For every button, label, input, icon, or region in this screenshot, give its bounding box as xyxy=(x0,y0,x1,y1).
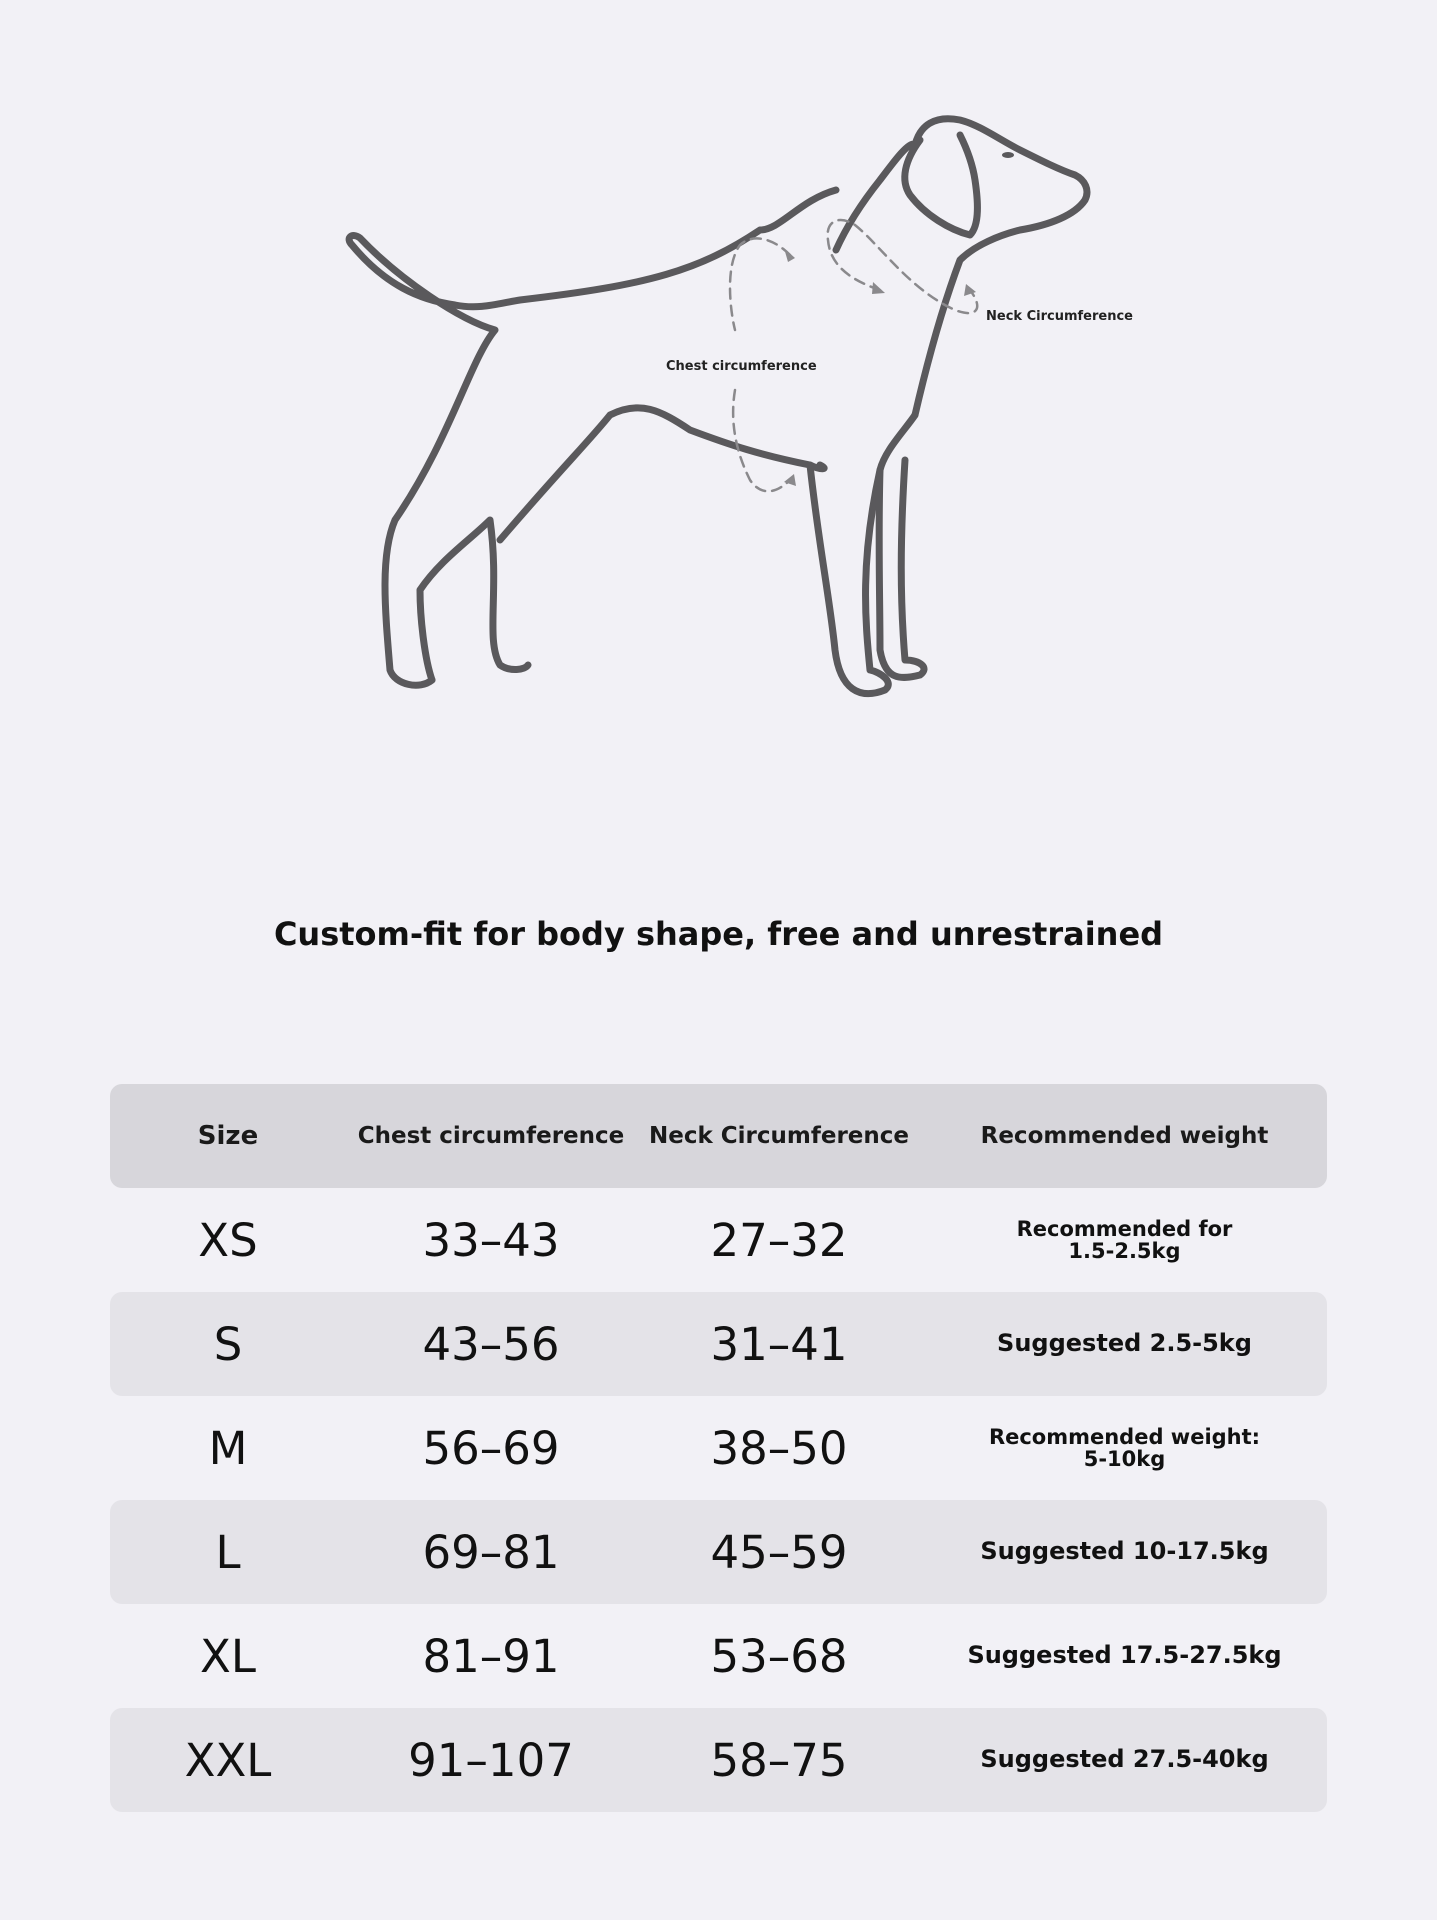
weight-line2: 1.5-2.5kg xyxy=(1068,1239,1181,1263)
table-row xyxy=(110,1604,1327,1708)
weight-line1: Recommended weight: xyxy=(988,1424,1261,1449)
header-chest: Chest circumference xyxy=(357,1123,625,1149)
dog-illustration xyxy=(330,100,1130,720)
weight-cell: Suggested 27.5-40kg xyxy=(980,1745,1269,1774)
size-cell: L xyxy=(215,1525,241,1579)
neck-callout-label: Neck Circumference xyxy=(986,309,1133,324)
chest-arrow-head-top xyxy=(784,248,795,262)
weight-cell: Suggested 17.5-27.5kg xyxy=(967,1641,1282,1670)
page-headline: Custom-fit for body shape, free and unrestrained xyxy=(273,915,1164,953)
table-row xyxy=(110,1396,1327,1500)
neck-cell: 27–32 xyxy=(710,1213,848,1267)
neck-cell: 58–75 xyxy=(710,1733,848,1787)
weight-line1: Recommended for xyxy=(1016,1216,1233,1241)
header-weight: Recommended weight xyxy=(980,1123,1269,1149)
chest-cell: 81–91 xyxy=(422,1629,560,1683)
chest-cell: 69–81 xyxy=(422,1525,560,1579)
header-neck: Neck Circumference xyxy=(648,1123,910,1149)
chest-cell: 33–43 xyxy=(422,1213,560,1267)
size-cell: M xyxy=(208,1421,248,1475)
dog-hind-leg-outline xyxy=(420,520,528,680)
neck-arrow-head-mid xyxy=(872,282,885,294)
weight-cell: Suggested 10-17.5kg xyxy=(980,1537,1269,1566)
table-row xyxy=(110,1188,1327,1292)
dog-belly-outline xyxy=(500,408,824,540)
size-chart-table xyxy=(110,1084,1327,1812)
neck-cell: 45–59 xyxy=(710,1525,848,1579)
weight-cell xyxy=(922,1426,1327,1470)
dog-head-outline xyxy=(836,119,1087,415)
table-row xyxy=(110,1708,1327,1812)
dog-eye xyxy=(1002,152,1014,158)
neck-cell: 53–68 xyxy=(710,1629,848,1683)
weight-cell: Suggested 2.5-5kg xyxy=(997,1329,1252,1358)
chest-arrow-head-bottom xyxy=(784,474,796,486)
chest-callout-label: Chest circumference xyxy=(666,359,817,374)
weight-line2: 5-10kg xyxy=(1083,1447,1166,1471)
table-row xyxy=(110,1292,1327,1396)
neck-cell: 38–50 xyxy=(710,1421,848,1475)
header-size: Size xyxy=(197,1121,259,1151)
table-header-row xyxy=(110,1084,1327,1188)
size-cell: XL xyxy=(200,1629,256,1683)
size-cell: S xyxy=(213,1317,243,1371)
dog-ear-outline xyxy=(905,135,978,235)
chest-cell: 43–56 xyxy=(422,1317,560,1371)
neck-cell: 31–41 xyxy=(710,1317,848,1371)
table-row xyxy=(110,1500,1327,1604)
weight-cell xyxy=(922,1218,1327,1262)
dog-front-leg2-outline xyxy=(879,460,924,677)
chest-cell: 56–69 xyxy=(422,1421,560,1475)
size-cell: XS xyxy=(198,1213,258,1267)
chest-cell: 91–107 xyxy=(408,1733,574,1787)
size-cell: XXL xyxy=(184,1733,272,1787)
